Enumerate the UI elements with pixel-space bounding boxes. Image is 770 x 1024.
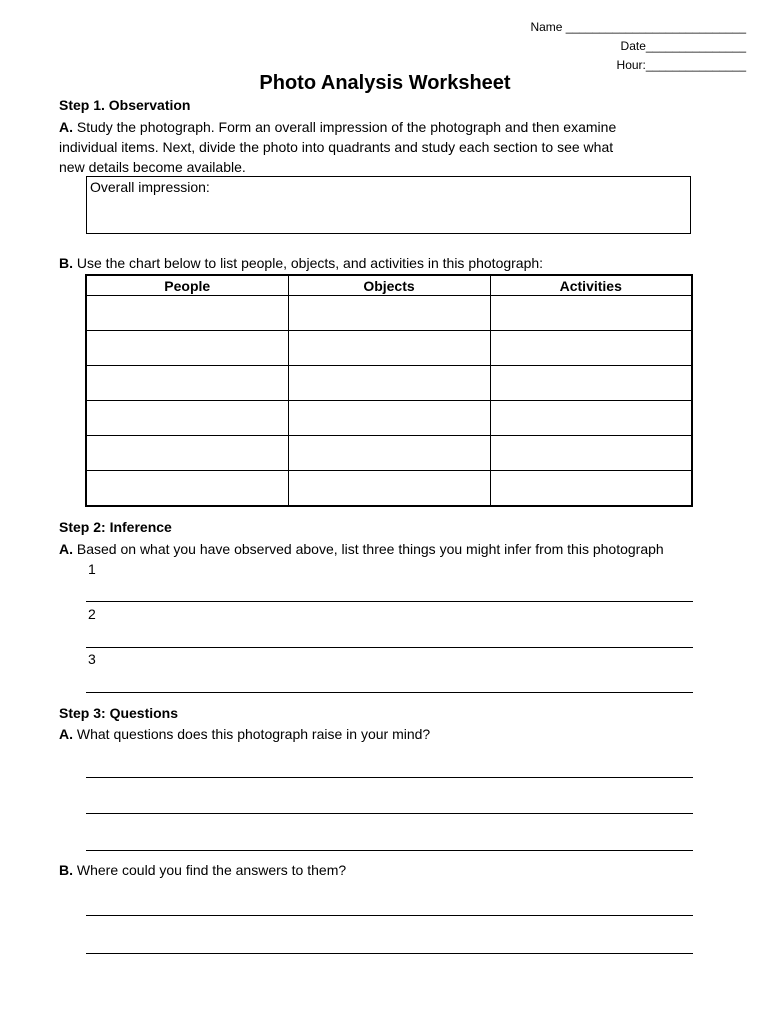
objects-cell[interactable] bbox=[288, 401, 490, 436]
column-header-activities: Activities bbox=[490, 275, 692, 296]
objects-cell[interactable] bbox=[288, 296, 490, 331]
step1-a-line2: individual items. Next, divide the photo into quadrants and study each section to see what bbox=[59, 139, 614, 155]
people-cell[interactable] bbox=[86, 471, 288, 507]
date-field[interactable]: Date_______________ bbox=[620, 39, 746, 53]
column-header-objects: Objects bbox=[288, 275, 490, 296]
step2-a-label: A. bbox=[59, 541, 73, 557]
table-row bbox=[86, 401, 692, 436]
people-cell[interactable] bbox=[86, 401, 288, 436]
inference-answer-line-2[interactable] bbox=[86, 647, 693, 648]
step3-a-text: What questions does this photograph raise in your mind? bbox=[73, 726, 431, 742]
step1-heading: Step 1. Observation bbox=[59, 97, 191, 113]
people-cell[interactable] bbox=[86, 296, 288, 331]
chart-header-row bbox=[86, 275, 692, 296]
table-row bbox=[86, 366, 692, 401]
overall-impression-label: Overall impression: bbox=[90, 179, 210, 195]
step3-a-label: A. bbox=[59, 726, 73, 742]
table-row bbox=[86, 331, 692, 366]
question-answer-line-1[interactable] bbox=[86, 777, 693, 778]
question-answer-line-3[interactable] bbox=[86, 850, 693, 851]
observation-chart bbox=[85, 274, 693, 507]
table-row bbox=[86, 471, 692, 507]
activities-cell[interactable] bbox=[490, 471, 692, 507]
step3-b-instructions bbox=[59, 860, 346, 880]
step3-b-label: B. bbox=[59, 862, 73, 878]
inference-number-1: 1 bbox=[88, 561, 96, 577]
step1-a-line1: Study the photograph. Form an overall impression of the photograph and then examine bbox=[73, 119, 617, 135]
step1-a-label: A. bbox=[59, 119, 73, 135]
question-answer-line-2[interactable] bbox=[86, 813, 693, 814]
table-row bbox=[86, 436, 692, 471]
step1-b-label: B. bbox=[59, 255, 73, 271]
activities-cell[interactable] bbox=[490, 436, 692, 471]
objects-cell[interactable] bbox=[288, 471, 490, 507]
objects-cell[interactable] bbox=[288, 331, 490, 366]
step3-a-instructions bbox=[59, 724, 430, 744]
activities-cell[interactable] bbox=[490, 331, 692, 366]
inference-answer-line-3[interactable] bbox=[86, 692, 693, 693]
step2-a-text: Based on what you have observed above, list three things you might infer from this photograph bbox=[73, 541, 664, 557]
inference-answer-line-1[interactable] bbox=[86, 601, 693, 602]
people-cell[interactable] bbox=[86, 331, 288, 366]
activities-cell[interactable] bbox=[490, 366, 692, 401]
step3-heading: Step 3: Questions bbox=[59, 705, 179, 721]
overall-impression-box[interactable] bbox=[86, 176, 691, 234]
activities-cell[interactable] bbox=[490, 401, 692, 436]
page-title: Photo Analysis Worksheet bbox=[259, 72, 511, 94]
step2-heading: Step 2: Inference bbox=[59, 519, 172, 535]
step3-b-text: Where could you find the answers to them? bbox=[73, 862, 347, 878]
step1-a-line3: new details become available. bbox=[59, 159, 246, 175]
objects-cell[interactable] bbox=[288, 366, 490, 401]
inference-number-3: 3 bbox=[88, 651, 96, 667]
inference-number-2: 2 bbox=[88, 606, 96, 622]
objects-cell[interactable] bbox=[288, 436, 490, 471]
table-row bbox=[86, 296, 692, 331]
people-cell[interactable] bbox=[86, 436, 288, 471]
hour-field[interactable]: Hour:_______________ bbox=[616, 58, 746, 72]
column-header-people: People bbox=[86, 275, 288, 296]
answer-source-line-2[interactable] bbox=[86, 953, 693, 954]
step1-b-instructions bbox=[59, 253, 543, 273]
answer-source-line-1[interactable] bbox=[86, 915, 693, 916]
activities-cell[interactable] bbox=[490, 296, 692, 331]
name-field[interactable]: Name ___________________________ bbox=[530, 20, 746, 34]
people-cell[interactable] bbox=[86, 366, 288, 401]
step1-a-instructions bbox=[59, 117, 616, 177]
step1-b-text: Use the chart below to list people, objects, and activities in this photograph: bbox=[73, 255, 544, 271]
step2-a-instructions bbox=[59, 539, 664, 559]
